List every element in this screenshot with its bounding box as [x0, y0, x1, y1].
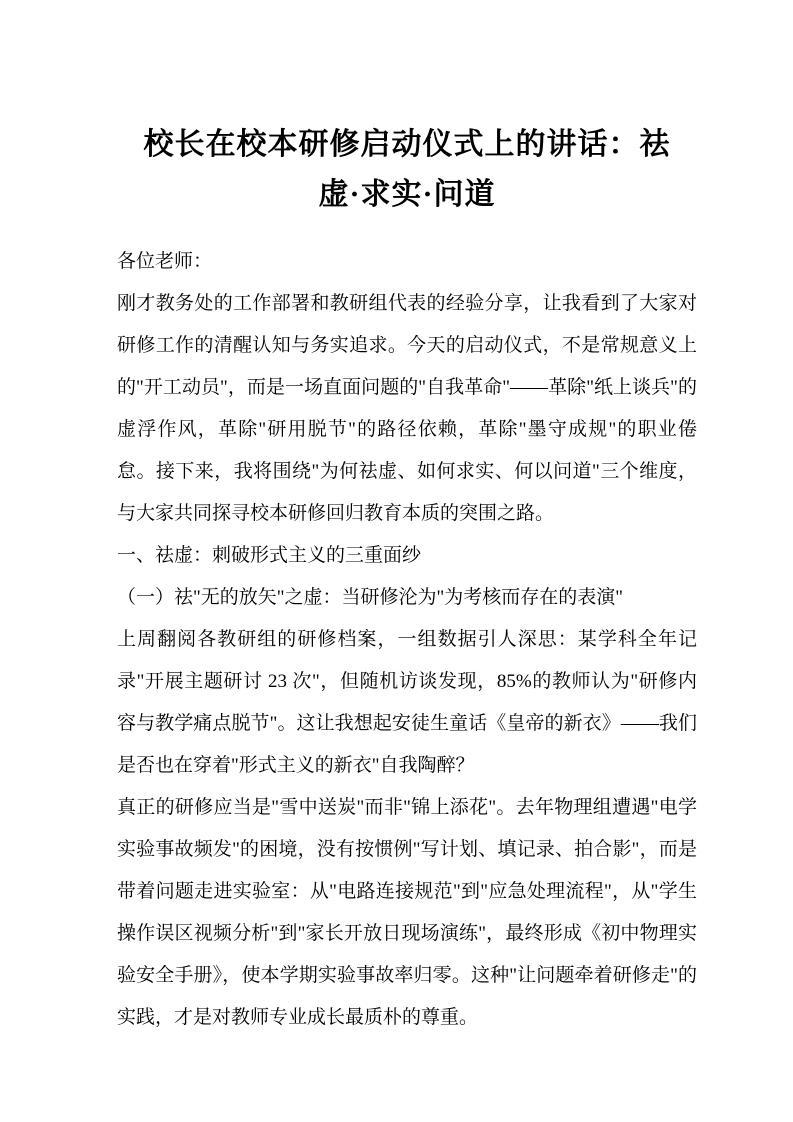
title-line-2: 虚·求实·问道: [318, 178, 496, 211]
paragraph-opening: 刚才教务处的工作部署和教研组代表的经验分享，让我看到了大家对研修工作的清醒认知与务实追求。今天的启动仪式，不是常规意义上的"开工动员"，而是一场直面问题的"自我革命"——革除"纸上谈兵"的虚浮作风，革除"研用脱节"的路径依赖，革除"墨守成规"的职业倦怠。接下来，我将围绕"为何祛虚、如何求实、何以问道"三个维度，与大家共同探寻校本研修回归教育本质的突围之路。: [117, 293, 697, 524]
subsection-heading-1-1: （一）祛"无的放矢"之虚：当研修沦为"为考核而存在的表演": [117, 587, 624, 608]
paragraph-salutation: 各位老师：: [117, 251, 213, 272]
paragraph-physics-case: 真正的研修应当是"雪中送炭"而非"锦上添花"。去年物理组遭遇"电学实验事故频发"的困境，没有按惯例"写计划、填记录、拍合影"，而是带着问题走进实验室：从"电路连接规范"到"应急处理流程"，从"学生操作误区视频分析"到"家长开放日现场演练"，最终形成《初中物理实验安全手册》，使本学期实验事故率归零。这种"让问题牵着研修走"的实践，才是对教师专业成长最质朴的尊重。: [117, 797, 697, 1028]
document-body: [117, 241, 697, 1039]
paragraph-case-data: 上周翻阅各教研组的研修档案，一组数据引人深思：某学科全年记录"开展主题研讨 23 次"，但随机访谈发现，85%的教师认为"研修内容与教学痛点脱节"。这让我想起安徒生童话《皇帝的新衣》——我们是否也在穿着"形式主义的新衣"自我陶醉？: [117, 629, 697, 776]
title-line-1: 校长在校本研修启动仪式上的讲话：祛: [143, 128, 671, 161]
document-title: [117, 120, 697, 220]
section-heading-1: 一、祛虚：刺破形式主义的三重面纱: [117, 545, 422, 566]
